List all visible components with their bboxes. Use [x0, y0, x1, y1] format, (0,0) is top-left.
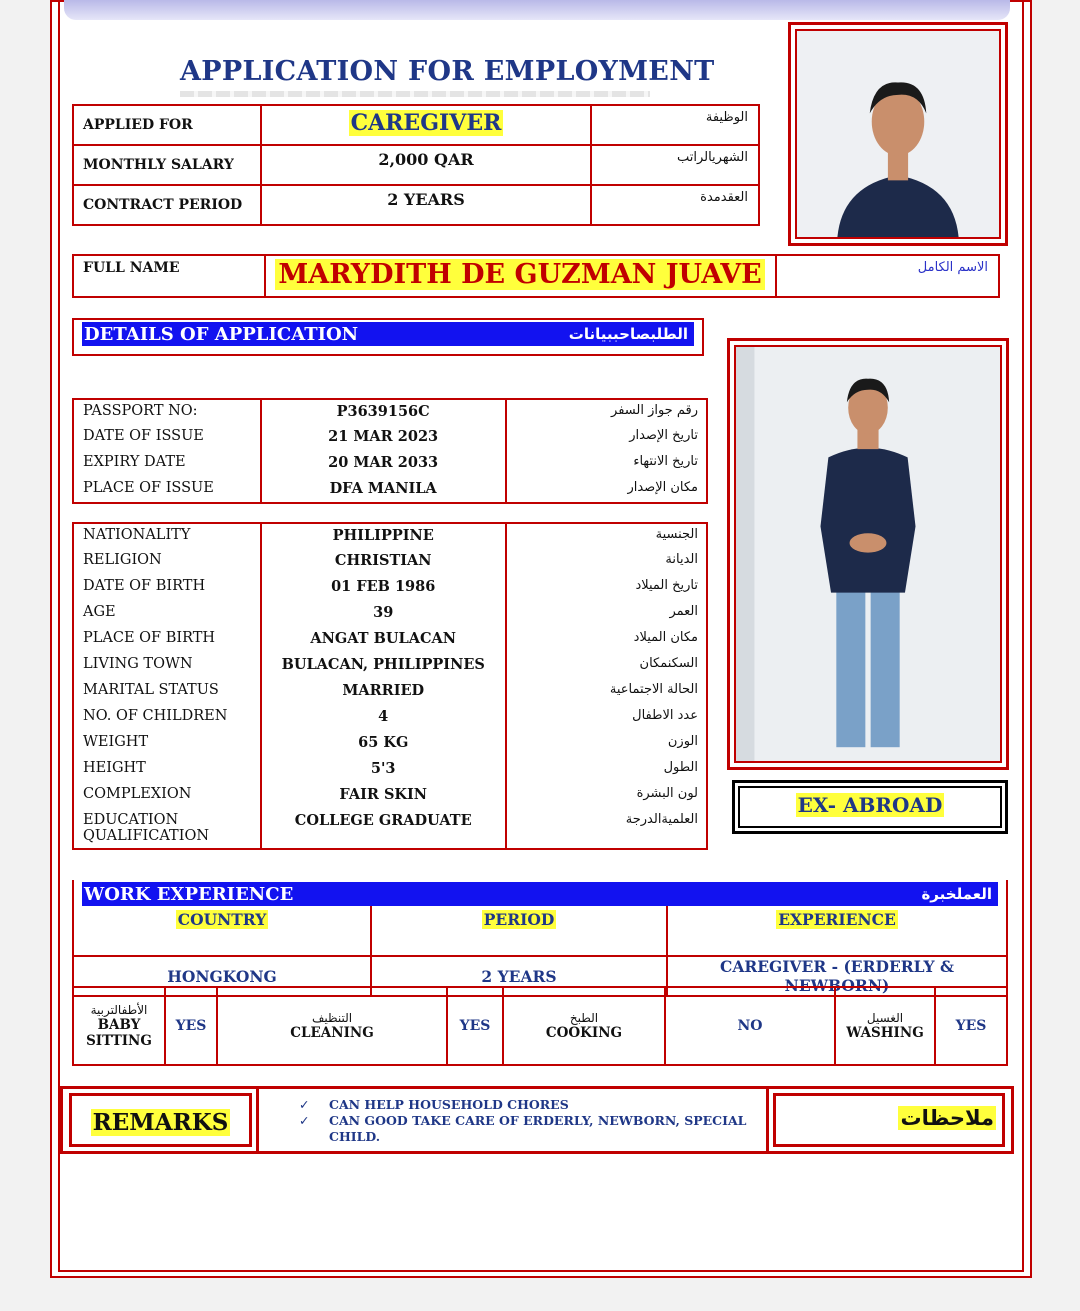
- passport-table: [72, 398, 708, 504]
- passport-value: P3639156C: [261, 399, 506, 425]
- job-arabic: الوظيفة: [591, 105, 759, 145]
- personal-value: MARRIED: [261, 679, 506, 705]
- job-label: CONTRACT PERIOD: [73, 185, 261, 225]
- passport-arabic: تاريخ الانتهاء: [506, 451, 707, 477]
- personal-value: 65 KG: [261, 731, 506, 757]
- passport-arabic: تاريخ الإصدار: [506, 425, 707, 451]
- details-heading-arabic: الطلبصاحببيانات: [568, 325, 688, 343]
- work-period: 2 YEARS: [371, 956, 667, 996]
- full-body-photo: [727, 338, 1009, 770]
- full-body-illustration: [736, 347, 1000, 761]
- passport-value: DFA MANILA: [261, 477, 506, 503]
- job-row-salary: [73, 145, 759, 185]
- full-name-arabic: الاسم الكامل: [776, 255, 999, 297]
- personal-label: COMPLEXION: [73, 783, 261, 809]
- personal-arabic: الحالة الاجتماعية: [506, 679, 707, 705]
- remarks-label: REMARKS: [92, 1109, 229, 1136]
- personal-details-table: [72, 522, 708, 850]
- passport-arabic: مكان الإصدار: [506, 477, 707, 503]
- list-item: ✓ CAN GOOD TAKE CARE OF ERDERLY, NEWBORN, SPECIAL CHILD.: [299, 1113, 747, 1144]
- personal-label: RELIGION: [73, 549, 261, 575]
- personal-value: PHILIPPINE: [261, 523, 506, 549]
- duty-value: YES: [447, 987, 503, 1065]
- personal-label: PLACE OF BIRTH: [73, 627, 261, 653]
- personal-arabic: العمر: [506, 601, 707, 627]
- check-icon: ✓: [299, 1097, 310, 1112]
- duty-arabic: الطبخ: [569, 1011, 599, 1025]
- personal-arabic: لون البشرة: [506, 783, 707, 809]
- duty-label: WASHING: [846, 1025, 924, 1041]
- passport-label: DATE OF ISSUE: [73, 425, 261, 451]
- full-name-label: FULL NAME: [73, 255, 265, 297]
- ex-abroad-text: EX- ABROAD: [797, 793, 943, 817]
- passport-label: EXPIRY DATE: [73, 451, 261, 477]
- ex-abroad-badge: [732, 780, 1008, 834]
- full-name-table: [72, 254, 1000, 298]
- duty-arabic: الأطفالتربية: [90, 1003, 148, 1017]
- job-value-applied-for: CAREGIVER: [350, 110, 502, 136]
- personal-arabic: العلميةالدرجة: [506, 809, 707, 849]
- personal-arabic: عدد الاطفال: [506, 705, 707, 731]
- passport-label: PASSPORT NO:: [73, 399, 261, 425]
- work-col-country: COUNTRY: [177, 910, 267, 929]
- personal-value: BULACAN, PHILIPPINES: [261, 653, 506, 679]
- duty-label: BABY SITTING: [86, 1017, 152, 1049]
- personal-label: NO. OF CHILDREN: [73, 705, 261, 731]
- personal-value: COLLEGE GRADUATE: [261, 809, 506, 849]
- personal-value: 5'3: [261, 757, 506, 783]
- work-col-experience: EXPERIENCE: [778, 910, 896, 929]
- job-arabic: الشهريالراتب: [591, 145, 759, 185]
- personal-arabic: السكنمكان: [506, 653, 707, 679]
- personal-label: EDUCATION QUALIFICATION: [73, 809, 261, 849]
- duty-label: CLEANING: [290, 1025, 374, 1041]
- job-value-salary: 2,000 QAR: [261, 145, 592, 185]
- personal-label: LIVING TOWN: [73, 653, 261, 679]
- title-reflection: [180, 91, 650, 97]
- top-banner: [64, 0, 1010, 20]
- work-country: HONGKONG: [73, 956, 371, 996]
- passport-value: 21 MAR 2023: [261, 425, 506, 451]
- personal-arabic: الجنسية: [506, 523, 707, 549]
- page-title: APPLICATION FOR EMPLOYMENT: [180, 56, 715, 87]
- personal-value: ANGAT BULACAN: [261, 627, 506, 653]
- remarks-table: [60, 1086, 1014, 1154]
- details-heading: DETAILS OF APPLICATION: [84, 323, 359, 345]
- personal-label: DATE OF BIRTH: [73, 575, 261, 601]
- personal-value: FAIR SKIN: [261, 783, 506, 809]
- remarks-arabic: ملاحظات: [900, 1106, 994, 1130]
- personal-label: NATIONALITY: [73, 523, 261, 549]
- personal-label: AGE: [73, 601, 261, 627]
- passport-arabic: رقم جواز السفر: [506, 399, 707, 425]
- personal-arabic: الوزن: [506, 731, 707, 757]
- job-value-contract: 2 YEARS: [261, 185, 592, 225]
- work-heading: WORK EXPERIENCE: [84, 883, 294, 905]
- duty-label: COOKING: [545, 1025, 623, 1041]
- details-section-header: [72, 318, 704, 356]
- portrait-illustration: [797, 31, 999, 237]
- passport-label: PLACE OF ISSUE: [73, 477, 261, 503]
- duty-value: NO: [665, 987, 835, 1065]
- personal-arabic: تاريخ الميلاد: [506, 575, 707, 601]
- job-arabic: العقدمدة: [591, 185, 759, 225]
- personal-label: WEIGHT: [73, 731, 261, 757]
- duty-arabic: الغسيل: [866, 1011, 904, 1025]
- personal-arabic: مكان الميلاد: [506, 627, 707, 653]
- work-col-period: PERIOD: [483, 910, 555, 929]
- job-label: APPLIED FOR: [73, 105, 261, 145]
- personal-arabic: الطول: [506, 757, 707, 783]
- work-heading-arabic: العملخبرة: [921, 885, 992, 903]
- portrait-photo: [788, 22, 1008, 246]
- work-experience-table: [72, 906, 1008, 997]
- check-icon: ✓: [299, 1113, 310, 1128]
- duty-value: YES: [935, 987, 1007, 1065]
- personal-arabic: الديانة: [506, 549, 707, 575]
- job-row-applied-for: [73, 105, 759, 145]
- full-name-value: MARYDITH DE GUZMAN JUAVE: [275, 259, 764, 290]
- duty-value: YES: [165, 987, 217, 1065]
- personal-value: CHRISTIAN: [261, 549, 506, 575]
- duty-arabic: التنظيف: [311, 1011, 353, 1025]
- job-label: MONTHLY SALARY: [73, 145, 261, 185]
- personal-label: MARITAL STATUS: [73, 679, 261, 705]
- personal-label: HEIGHT: [73, 757, 261, 783]
- work-experience: CAREGIVER - (ERDERLY & NEWBORN): [667, 956, 1007, 996]
- remarks-list: [299, 1097, 766, 1145]
- job-row-contract: [73, 185, 759, 225]
- list-item: ✓ CAN HELP HOUSEHOLD CHORES: [299, 1097, 569, 1112]
- personal-value: 4: [261, 705, 506, 731]
- personal-value: 01 FEB 1986: [261, 575, 506, 601]
- personal-value: 39: [261, 601, 506, 627]
- passport-value: 20 MAR 2033: [261, 451, 506, 477]
- job-table: [72, 104, 760, 226]
- duties-table: [72, 986, 1008, 1066]
